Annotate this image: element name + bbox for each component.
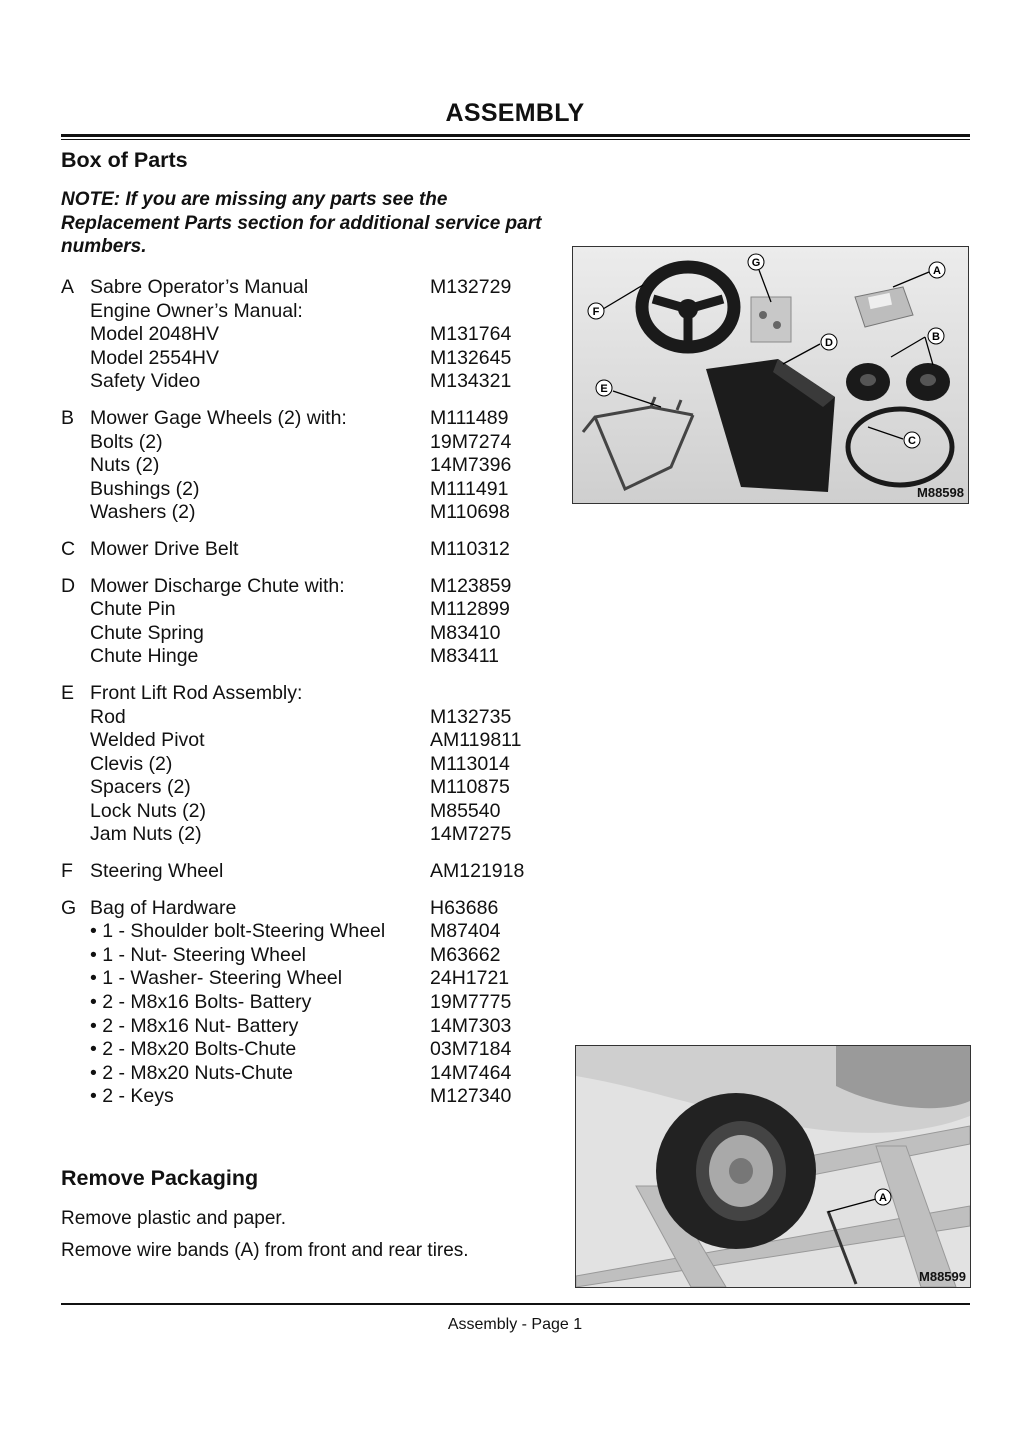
- parts-row: [61, 454, 541, 478]
- parts-row: [61, 407, 541, 431]
- parts-row: [61, 729, 541, 753]
- part-description: • 1 - Washer- Steering Wheel: [90, 967, 343, 990]
- parts-row: [61, 967, 541, 991]
- parts-row: [61, 1038, 541, 1062]
- part-description: Steering Wheel: [90, 860, 224, 883]
- part-description: Sabre Operator’s Manual: [90, 276, 309, 298]
- part-description: Front Lift Rod Assembly:: [90, 681, 303, 704]
- parts-row: [61, 370, 541, 394]
- page-title: ASSEMBLY: [445, 99, 585, 127]
- parts-letter: A: [61, 276, 75, 298]
- part-description: Bolts (2): [90, 430, 163, 453]
- parts-row: [61, 706, 541, 730]
- part-description: Safety Video: [90, 370, 201, 393]
- parts-row: [61, 920, 541, 944]
- parts-row: [61, 300, 541, 324]
- part-description: • 2 - M8x20 Nuts-Chute: [90, 1061, 293, 1084]
- parts-group: [61, 682, 541, 847]
- callout-label: D: [825, 337, 833, 349]
- callout-label: A: [879, 1192, 887, 1204]
- parts-row: [61, 860, 541, 884]
- part-number: M132645: [430, 346, 512, 369]
- part-description: Lock Nuts (2): [90, 799, 206, 822]
- parts-group: [61, 538, 541, 562]
- parts-row: [61, 323, 541, 347]
- part-description: Model 2048HV: [90, 323, 219, 346]
- parts-row: [61, 347, 541, 371]
- part-description: Model 2554HV: [90, 346, 219, 369]
- parts-row: [61, 276, 541, 300]
- parts-group: [61, 575, 541, 669]
- part-number: 14M7275: [430, 823, 512, 846]
- parts-group: [61, 860, 541, 884]
- parts-row: [61, 991, 541, 1015]
- part-description: Washers (2): [90, 501, 196, 524]
- part-description: • 2 - M8x16 Nut- Battery: [90, 1014, 299, 1037]
- header-rule: [61, 134, 970, 137]
- part-description: Spacers (2): [90, 776, 191, 799]
- callout-label: F: [592, 306, 600, 318]
- callout-label: C: [908, 435, 916, 447]
- parts-row: [61, 776, 541, 800]
- parts-list: [61, 276, 541, 1122]
- parts-row: [61, 1062, 541, 1086]
- part-description: • 1 - Nut- Steering Wheel: [90, 943, 306, 966]
- part-number: M87404: [430, 920, 501, 943]
- part-number: M132735: [430, 705, 512, 728]
- packaging-paragraph: Remove wire bands (A) from front and rear tires.: [61, 1240, 469, 1261]
- tire-photo: [575, 1045, 971, 1288]
- parts-letter: D: [61, 574, 76, 597]
- part-description: Nuts (2): [90, 454, 160, 477]
- figure-code: M88598: [917, 485, 964, 500]
- parts-group: [61, 276, 541, 394]
- part-description: Engine Owner’s Manual:: [90, 299, 303, 322]
- part-number: M110312: [430, 537, 510, 560]
- part-number: M134321: [430, 370, 512, 393]
- parts-letter: G: [61, 896, 77, 919]
- parts-photo: [572, 246, 969, 504]
- parts-row: [61, 538, 541, 562]
- part-number: 03M7184: [430, 1038, 512, 1061]
- figure-code: M88599: [919, 1269, 966, 1284]
- part-description: Mower Gage Wheels (2) with:: [90, 406, 347, 429]
- part-number: M123859: [430, 574, 512, 597]
- part-description: Chute Pin: [90, 598, 176, 621]
- parts-photo-illustration: [573, 247, 968, 503]
- parts-row: [61, 753, 541, 777]
- parts-row: [61, 645, 541, 669]
- parts-group: [61, 897, 541, 1109]
- part-number: 24H1721: [430, 967, 510, 990]
- parts-row: [61, 431, 541, 455]
- part-number: M127340: [430, 1085, 512, 1108]
- part-number: M112899: [430, 598, 510, 621]
- part-number: M131764: [430, 323, 512, 346]
- tire-drawing: [656, 1093, 816, 1249]
- callout-label: G: [751, 257, 761, 269]
- part-number: 14M7303: [430, 1014, 512, 1037]
- part-number: 14M7464: [430, 1061, 512, 1084]
- part-description: Welded Pivot: [90, 729, 205, 752]
- parts-group: [61, 407, 541, 525]
- header-rule-thin: [61, 139, 970, 140]
- part-number: M110875: [430, 776, 510, 799]
- part-description: Bushings (2): [90, 477, 200, 500]
- part-number: 19M7274: [430, 430, 512, 453]
- parts-row: [61, 478, 541, 502]
- part-number: M83411: [430, 645, 500, 668]
- part-description: • 2 - Keys: [90, 1085, 174, 1108]
- parts-row: [61, 897, 541, 921]
- part-description: Mower Drive Belt: [90, 537, 239, 560]
- parts-letter: B: [61, 406, 75, 429]
- part-number: H63686: [430, 896, 499, 919]
- part-number: M85540: [430, 799, 501, 822]
- parts-row: [61, 598, 541, 622]
- parts-row: [61, 575, 541, 599]
- part-number: AM119811: [430, 729, 522, 752]
- parts-row: [61, 823, 541, 847]
- parts-row: [61, 682, 541, 706]
- part-description: Rod: [90, 705, 126, 728]
- tire-photo-illustration: [576, 1046, 970, 1287]
- section-heading-box-of-parts: Box of Parts: [61, 148, 188, 172]
- parts-row: [61, 944, 541, 968]
- part-number: M83410: [430, 621, 501, 644]
- part-number: M113014: [430, 752, 510, 775]
- part-description: • 2 - M8x20 Bolts-Chute: [90, 1038, 297, 1061]
- parts-row: [61, 501, 541, 525]
- section-heading-remove-packaging: Remove Packaging: [61, 1166, 259, 1190]
- part-number: M111489: [430, 406, 509, 429]
- part-number: M132729: [430, 276, 512, 298]
- missing-parts-note: NOTE: If you are missing any parts see the Replacement Parts section for additional service part numbers.: [61, 189, 542, 257]
- part-number: AM121918: [430, 860, 525, 883]
- part-description: Clevis (2): [90, 752, 173, 775]
- part-number: 14M7396: [430, 454, 512, 477]
- parts-letter: C: [61, 537, 76, 560]
- part-description: Jam Nuts (2): [90, 823, 202, 846]
- page-footer: Assembly - Page 1: [447, 1316, 583, 1333]
- part-number: M63662: [430, 943, 501, 966]
- part-description: Chute Spring: [90, 621, 204, 644]
- part-description: Mower Discharge Chute with:: [90, 574, 345, 597]
- parts-letter: E: [61, 681, 75, 704]
- parts-row: [61, 622, 541, 646]
- part-description: Bag of Hardware: [90, 896, 237, 919]
- footer-rule: [61, 1303, 970, 1305]
- part-description: Chute Hinge: [90, 645, 199, 668]
- parts-letter: F: [61, 860, 73, 883]
- part-description: • 1 - Shoulder bolt-Steering Wheel: [90, 920, 386, 943]
- callout-label: A: [933, 265, 941, 277]
- callout-label: E: [600, 383, 608, 395]
- part-description: • 2 - M8x16 Bolts- Battery: [90, 991, 312, 1014]
- part-number: M111491: [430, 477, 509, 500]
- part-number: M110698: [430, 501, 510, 524]
- callout-label: B: [932, 331, 940, 343]
- parts-row: [61, 1085, 541, 1109]
- packaging-paragraph: Remove plastic and paper.: [61, 1208, 286, 1229]
- parts-row: [61, 800, 541, 824]
- part-number: 19M7775: [430, 991, 512, 1014]
- parts-row: [61, 1015, 541, 1039]
